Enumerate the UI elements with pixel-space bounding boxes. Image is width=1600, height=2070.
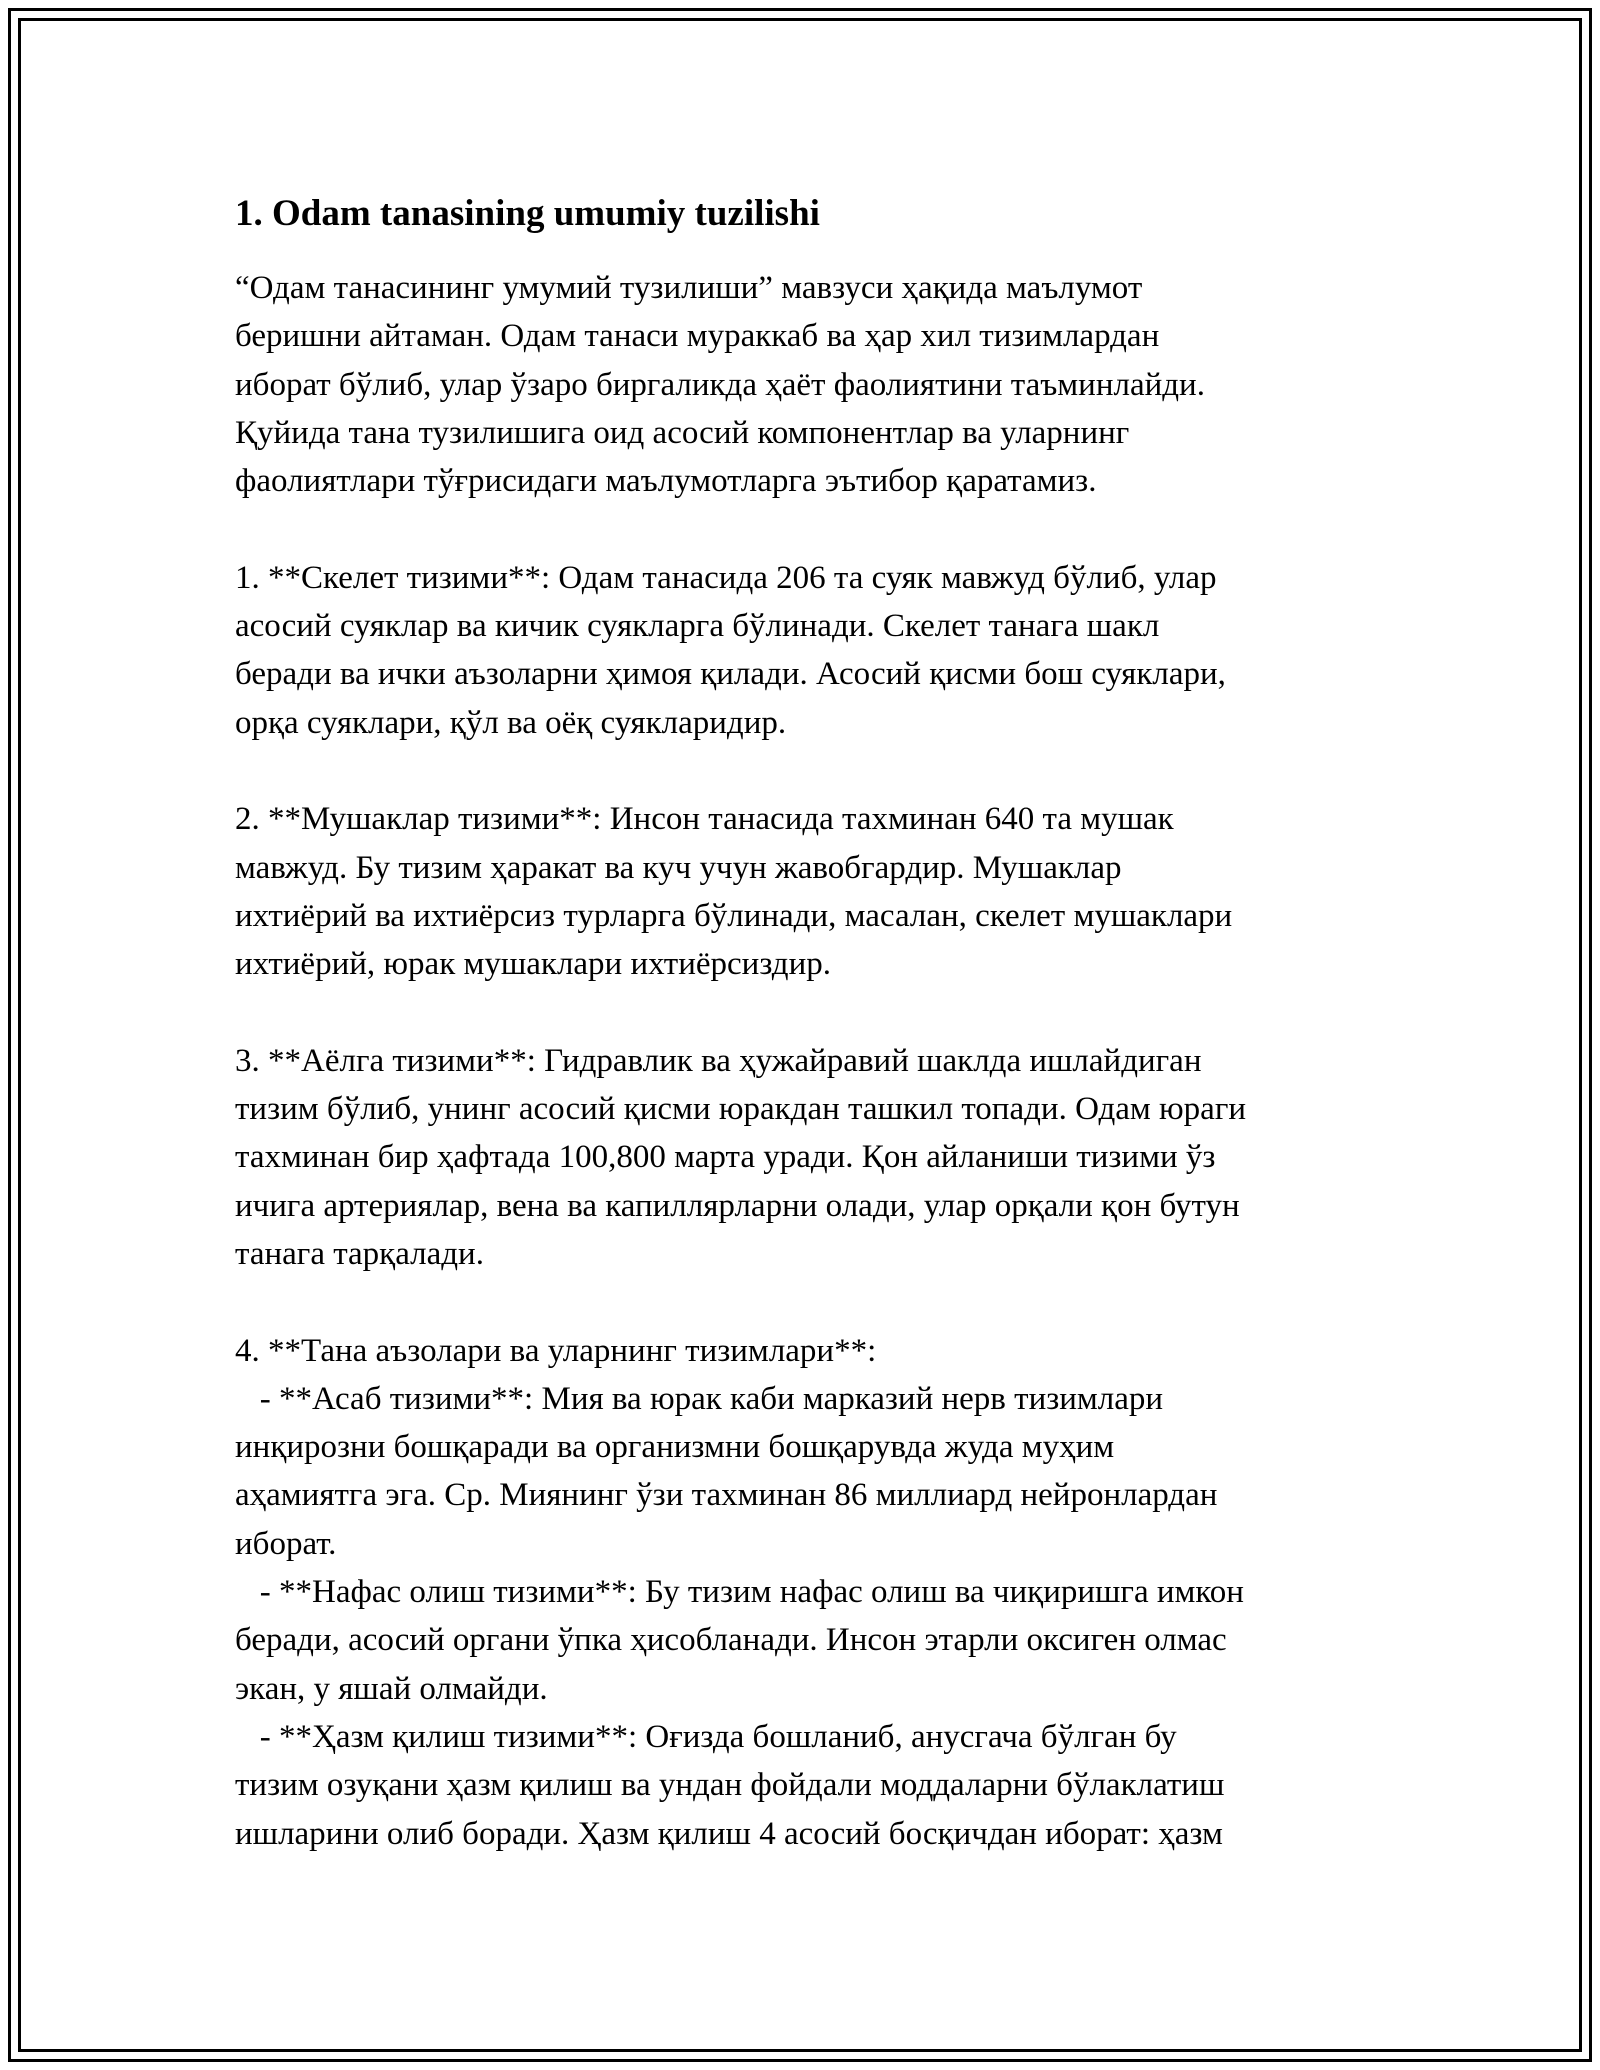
document-title: 1. Odam tanasining umumiy tuzilishi [235, 193, 820, 234]
text-line: иборат. [235, 1525, 337, 1562]
text-line: Қуйида тана тузилишига оид асосий компонентлар ва уларнинг [235, 414, 1130, 451]
text-line: тизим озуқани ҳазм қилиш ва ундан фойдали моддаларни бўлаклатиш [235, 1767, 1225, 1804]
text-line: 4. **Тана аъзолари ва уларнинг тизимлари**: [235, 1332, 877, 1369]
text-line: 3. **Аёлга тизими**: Гидравлик ва ҳужайравий шаклда ишлайдиган [235, 1042, 1202, 1079]
text-line: - **Нафас олиш тизими**: Бу тизим нафас олиш ва чиқиришга имкон [235, 1574, 1244, 1611]
text-line: ихтиёрий ва ихтиёрсиз турларга бўлинади, масалан, скелет мушаклари [235, 897, 1233, 934]
text-line: иборат бўлиб, улар ўзаро биргаликда ҳаёт фаолиятини таъминлайди. [235, 366, 1205, 403]
text-line: инқирозни бошқаради ва организмни бошқарувда жуда муҳим [235, 1429, 1115, 1466]
text-line: “Одам танасининг умумий тузилиши” мавзуси ҳақида маълумот [235, 270, 1143, 306]
text-line: аҳамиятга эга. Ср. Миянинг ўзи тахминан 86 миллиард нейронлардан [235, 1477, 1218, 1514]
text-line: ишларини олиб боради. Ҳазм қилиш 4 асосий босқичдан иборат: ҳазм [235, 1815, 1223, 1852]
text-line: танага тарқалади. [235, 1235, 484, 1272]
text-line: беришни айтаман. Одам танаси мураккаб ва ҳар хил тизимлардан [235, 318, 1160, 355]
text-line: ичига артериялар, вена ва капиллярларни олади, улар орқали қон бутун [235, 1187, 1240, 1224]
text-line: мавжуд. Бу тизим ҳаракат ва куч учун жавобгардир. Мушаклар [235, 849, 1122, 886]
paragraph-spacer [235, 747, 1375, 795]
document-body [235, 190, 1375, 1858]
text-line: - **Ҳазм қилиш тизими**: Оғизда бошланиб, анусгача бўлган бу [235, 1718, 1177, 1755]
text-line: экан, у яшай олмайди. [235, 1670, 548, 1707]
paragraph-spacer [235, 988, 1375, 1036]
document-text [235, 264, 1375, 1858]
text-line: 2. **Мушаклар тизими**: Инсон танасида тахминан 640 та мушак [235, 801, 1174, 838]
text-line: тахминан бир ҳафтада 100,800 марта уради. Қон айланиши тизими ўз [235, 1139, 1216, 1176]
text-line: - **Асаб тизими**: Мия ва юрак каби марказий нерв тизимлари [235, 1380, 1164, 1417]
text-line: ихтиёрий, юрак мушаклари ихтиёрсиздир. [235, 946, 831, 983]
paragraph-spacer [235, 505, 1375, 553]
text-line: тизим бўлиб, унинг асосий қисми юракдан ташкил топади. Одам юраги [235, 1091, 1247, 1128]
text-line: беради, асосий органи ўпка ҳисобланади. Инсон этарли оксиген олмас [235, 1622, 1227, 1659]
paragraph-spacer [235, 1278, 1375, 1326]
text-line: асосий суяклар ва кичик суякларга бўлинади. Скелет танага шакл [235, 608, 1160, 645]
text-line: беради ва ички аъзоларни ҳимоя қилади. Асосий қисми бош суяклари, [235, 656, 1226, 693]
text-line: фаолиятлари тўғрисидаги маълумотларга эътибор қаратамиз. [235, 463, 1097, 500]
text-line: 1. **Скелет тизими**: Одам танасида 206 та суяк мавжуд бўлиб, улар [235, 559, 1217, 596]
text-line: орқа суяклари, қўл ва оёқ суякларидир. [235, 704, 787, 741]
